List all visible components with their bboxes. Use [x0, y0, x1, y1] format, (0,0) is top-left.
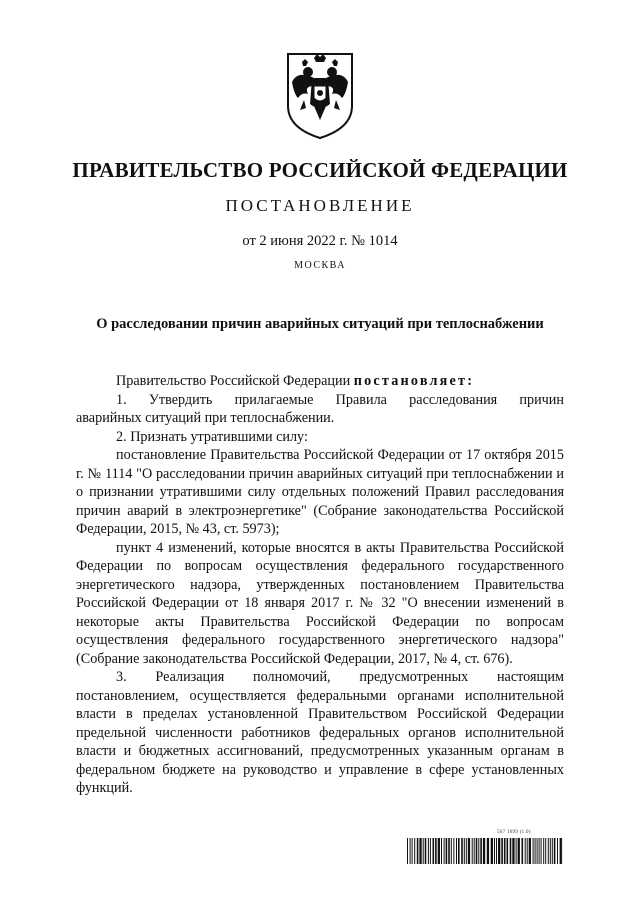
document-code: 567 1699 (1.0)	[497, 830, 531, 835]
city: МОСКВА	[294, 260, 346, 271]
document-body	[76, 372, 564, 798]
document-type: ПОСТАНОВЛЕНИЕ	[225, 196, 415, 215]
document-title: О расследовании причин аварийных ситуаций при теплоснабжении	[96, 316, 544, 332]
paragraph-4: пункт 4 изменений, которые вносятся в акты Правительства Российской Федерации по вопросам осуществления федерального государственного энергетического надзора, утвержденных постановлением Правительства Российской Федерации от 18 января 2017 г. № 32 "О внесении изменений в некоторые акты Правительства Российской Федерации по вопросам осуществления федерального государственного энергетического надзора" (Собрание законодательства Российской Федерации, 2017, № 4, ст. 676).	[76, 539, 564, 667]
paragraph-3: постановление Правительства Российской Федерации от 17 октября 2015 г. № 1114 "О расследовании причин аварийных ситуаций при теплоснабжении и о признании утратившими силу отдельных положений Правил расследования причин аварий в электроэнергетике" (Собрание законодательства Российской Федерации, 2015, № 43, ст. 5973);	[76, 447, 564, 537]
intro-verb: постановляет:	[353, 373, 475, 389]
paragraph-5: 3. Реализация полномочий, предусмотренных настоящим постановлением, осуществляется федеральными органами исполнительной власти в пределах установленной Правительством Российской Федерации предельной численности работников федеральных органов исполнительной власти и бюджетных ассигнований, предусмотренных указанным органам в федеральном бюджете на руководство и управление в сфере установленных функций.	[76, 669, 564, 796]
paragraph-2: 2. Признать утратившими силу:	[116, 428, 308, 445]
intro-paragraph	[76, 372, 564, 391]
barcode-icon	[407, 838, 563, 864]
paragraph-1-line-1: 1. Утвердить прилагаемые Правила расследования причин	[116, 391, 564, 408]
coat-of-arms-icon	[284, 48, 356, 140]
government-name: ПРАВИТЕЛЬСТВО РОССИЙСКОЙ ФЕДЕРАЦИИ	[72, 158, 568, 182]
date-and-number: от 2 июня 2022 г. № 1014	[242, 233, 398, 249]
paragraph-1-line-2: аварийных ситуаций при теплоснабжении.	[76, 410, 335, 426]
intro-text: Правительство Российской Федерации	[116, 373, 354, 389]
